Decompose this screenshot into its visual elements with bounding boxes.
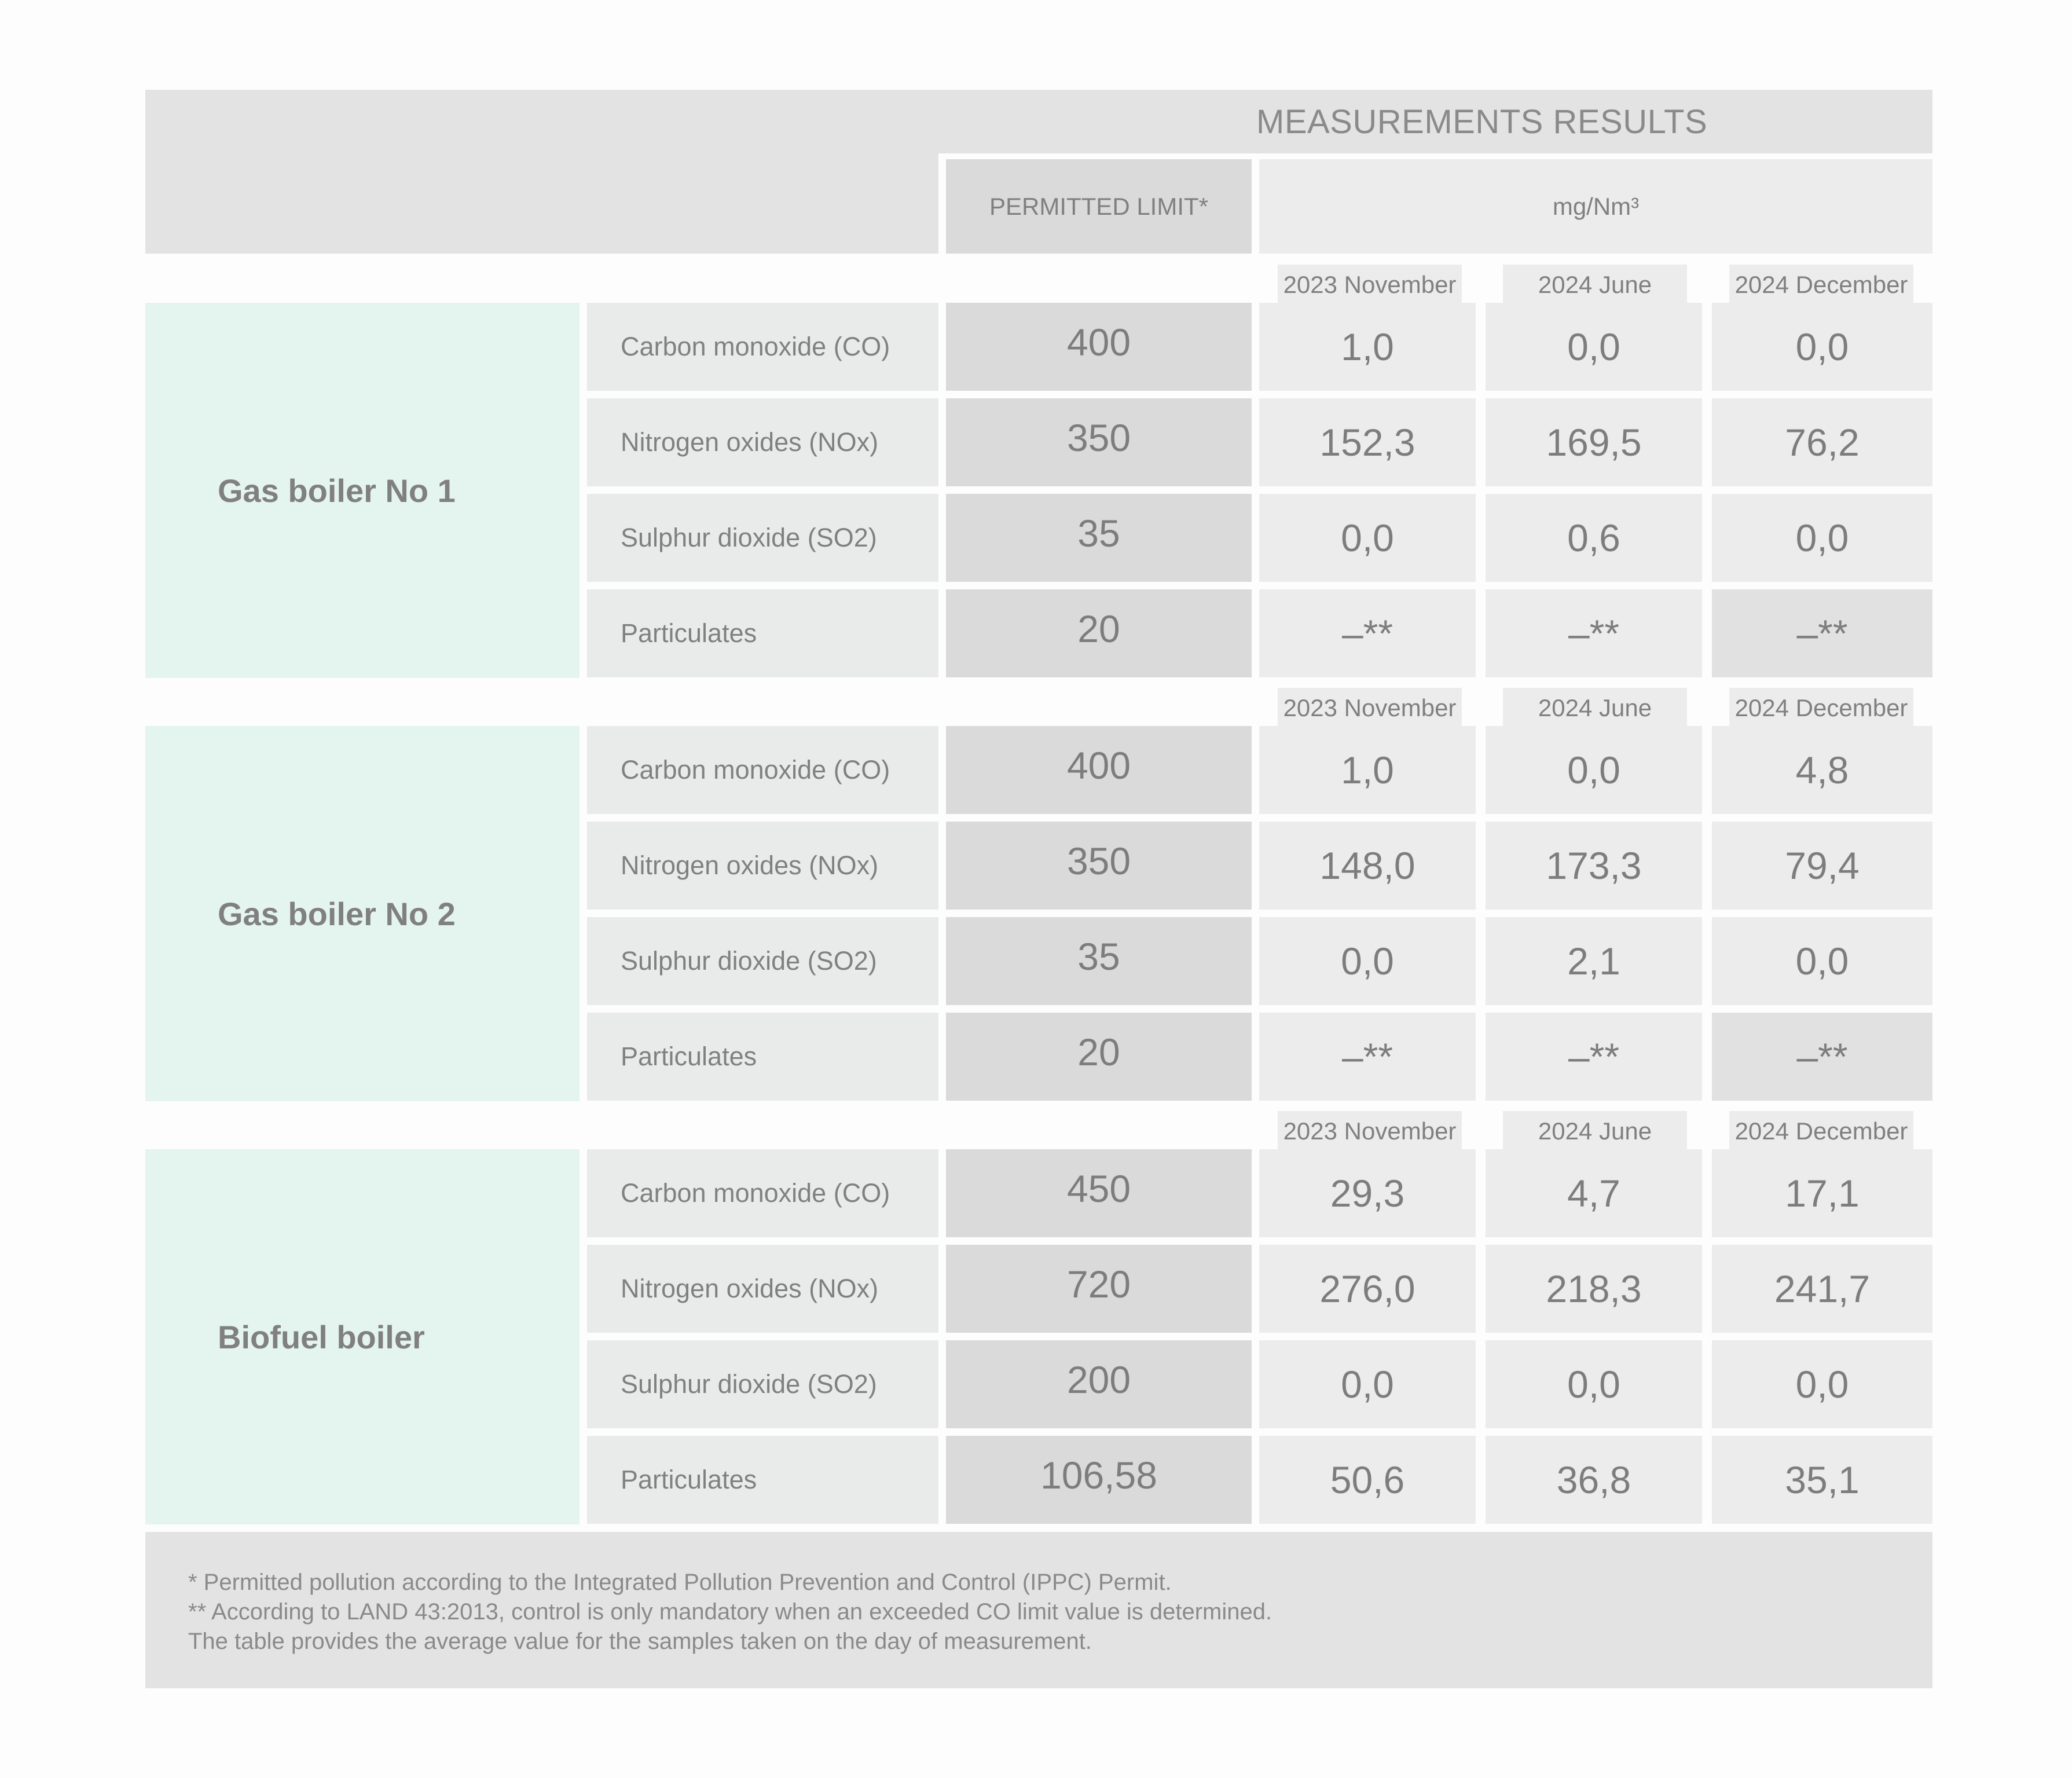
measurement-value: 241,7 [1712,1245,1932,1333]
measurement-value: 76,2 [1712,398,1932,486]
measurement-value: –** [1712,589,1932,677]
permitted-limit-value: 720 [946,1245,1252,1333]
date-label: 2024 June [1503,265,1687,305]
measurement-value: 0,0 [1259,917,1476,1005]
pollutant-name: Carbon monoxide (CO) [587,726,938,814]
measurement-value: –** [1486,589,1702,677]
permitted-limit-value: 200 [946,1340,1252,1428]
pollutant-name: Sulphur dioxide (SO2) [587,917,938,1005]
permitted-limit-value: 35 [946,494,1252,582]
footnote-line: * Permitted pollution according to the Integrated Pollution Prevention and Control (IPPC) Permit. [188,1570,1172,1595]
measurement-value: 1,0 [1259,726,1476,814]
measurement-value: 169,5 [1486,398,1702,486]
pollutant-name: Particulates [587,589,938,677]
date-label: 2024 June [1503,1111,1687,1152]
measurement-value: 2,1 [1486,917,1702,1005]
measurement-value: 0,0 [1486,726,1702,814]
measurement-value: 4,7 [1486,1149,1702,1237]
boiler-name: Biofuel boiler [145,1149,580,1524]
measurement-value: 50,6 [1259,1436,1476,1524]
unit-header: mg/Nm³ [1259,159,1932,254]
measurement-value: 35,1 [1712,1436,1932,1524]
measurement-value: 218,3 [1486,1245,1702,1333]
measurement-value: 4,8 [1712,726,1932,814]
permitted-limit-value: 35 [946,917,1252,1005]
permitted-limit-value: 20 [946,1013,1252,1101]
pollutant-name: Carbon monoxide (CO) [587,1149,938,1237]
pollutant-name: Nitrogen oxides (NOx) [587,1245,938,1333]
permitted-limit-value: 350 [946,398,1252,486]
permitted-limit-value: 450 [946,1149,1252,1237]
measurement-value: 148,0 [1259,822,1476,910]
date-label: 2023 November [1278,688,1462,728]
date-label: 2023 November [1278,265,1462,305]
measurement-value: 0,0 [1486,303,1702,391]
measurement-value: 0,0 [1486,1340,1702,1428]
pollutant-name: Particulates [587,1436,938,1524]
measurement-value: 0,0 [1259,494,1476,582]
pollutant-name: Sulphur dioxide (SO2) [587,1340,938,1428]
measurement-value: 17,1 [1712,1149,1932,1237]
pollutant-name: Carbon monoxide (CO) [587,303,938,391]
permitted-limit-value: 20 [946,589,1252,677]
date-label: 2023 November [1278,1111,1462,1152]
footnote-line: The table provides the average value for the samples taken on the day of measurement. [188,1629,1092,1654]
measurement-value: 36,8 [1486,1436,1702,1524]
permitted-limit-value: 106,58 [946,1436,1252,1524]
measurement-value: –** [1259,1013,1476,1101]
permitted-limit-value: 400 [946,726,1252,814]
date-label: 2024 December [1729,265,1913,305]
date-label: 2024 June [1503,688,1687,728]
footnotes [145,1532,1932,1688]
measurement-value: 173,3 [1486,822,1702,910]
boiler-name: Gas boiler No 1 [145,303,580,678]
permitted-limit-value: 400 [946,303,1252,391]
header-blank-cell [145,90,938,254]
pollutant-name: Sulphur dioxide (SO2) [587,494,938,582]
measurement-value: 0,0 [1712,1340,1932,1428]
permitted-limit-value: 350 [946,822,1252,910]
permitted-limit-header: PERMITTED LIMIT* [946,159,1252,254]
measurement-value: 276,0 [1259,1245,1476,1333]
pollutant-name: Nitrogen oxides (NOx) [587,398,938,486]
boiler-name: Gas boiler No 2 [145,726,580,1101]
measurement-value: 152,3 [1259,398,1476,486]
measurement-value: 0,6 [1486,494,1702,582]
measurement-value: 0,0 [1712,494,1932,582]
footnote-line: ** According to LAND 43:2013, control is only mandatory when an exceeded CO limit value is determined. [188,1599,1272,1625]
date-label: 2024 December [1729,688,1913,728]
measurement-value: 79,4 [1712,822,1932,910]
pollutant-name: Particulates [587,1013,938,1101]
pollutant-name: Nitrogen oxides (NOx) [587,822,938,910]
measurement-value: 1,0 [1259,303,1476,391]
measurement-value: 0,0 [1712,303,1932,391]
measurement-value: 0,0 [1712,917,1932,1005]
date-label: 2024 December [1729,1111,1913,1152]
measurement-value: –** [1712,1013,1932,1101]
measurement-value: 29,3 [1259,1149,1476,1237]
measurement-value: –** [1486,1013,1702,1101]
measurement-value: –** [1259,589,1476,677]
measurement-value: 0,0 [1259,1340,1476,1428]
measurements-results-title: MEASUREMENTS RESULTS [1256,102,1708,141]
